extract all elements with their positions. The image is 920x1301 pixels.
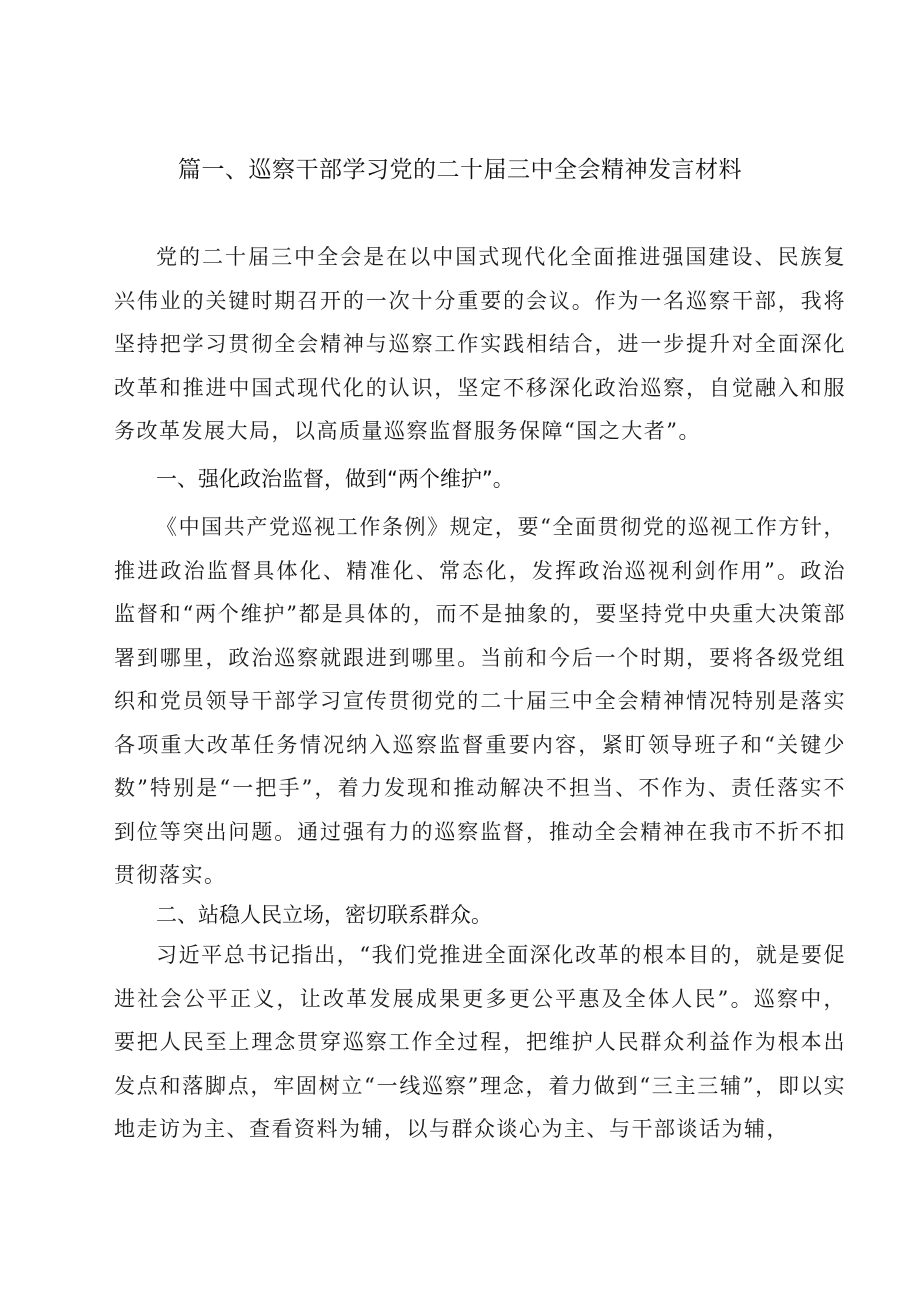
- paragraph-intro: 党的二十届三中全会是在以中国式现代化全面推进强国建设、民族复兴伟业的关键时期召开的一次十分重要的会议。作为一名巡察干部，我将坚持把学习贯彻全会精神与巡察工作实践相结合，进一步提升对全面深化改革和推进中国式现代化的认识，坚定不移深化政治巡察，自觉融入和服务改革发展大局，以高质量巡察监督服务保障“国之大者”。: [114, 245, 846, 443]
- section-heading-2: 二、站稳人民立场，密切联系群众。: [156, 903, 492, 927]
- document-title: 篇一、巡察干部学习党的二十届三中全会精神发言材料: [178, 157, 742, 183]
- paragraph-section-1: 《中国共产党巡视工作条例》规定，要“全面贯彻党的巡视工作方针，推进政治监督具体化、精准化、常态化，发挥政治巡视利剑作用”。政治监督和“两个维护”都是具体的，而不是抽象的，要坚持党中央重大决策部署到哪里，政治巡察就跟进到哪里。当前和今后一个时期，要将各级党组织和党员领导干部学习宣传贯彻党的二十届三中全会精神情况特别是落实各项重大改革任务情况纳入巡察监督重要内容，紧盯领导班子和“关键少数”特别是“一把手”，着力发现和推动解决不担当、不作为、责任落实不到位等突出问题。通过强有力的巡察监督，推动全会精神在我市不折不扣贯彻落实。: [114, 515, 846, 887]
- section-heading-1: 一、强化政治监督，做到“两个维护”。: [156, 467, 514, 491]
- paragraph-section-2: 习近平总书记指出，“我们党推进全面深化改革的根本目的，就是要促进社会公平正义，让改革发展成果更多更公平惠及全体人民”。巡察中，要把人民至上理念贯穿巡察工作全过程，把维护人民群众利益作为根本出发点和落脚点，牢固树立“一线巡察”理念，着力做到“三主三辅”，即以实地走访为主、查看资料为辅，以与群众谈心为主、与干部谈话为辅，: [114, 943, 846, 1141]
